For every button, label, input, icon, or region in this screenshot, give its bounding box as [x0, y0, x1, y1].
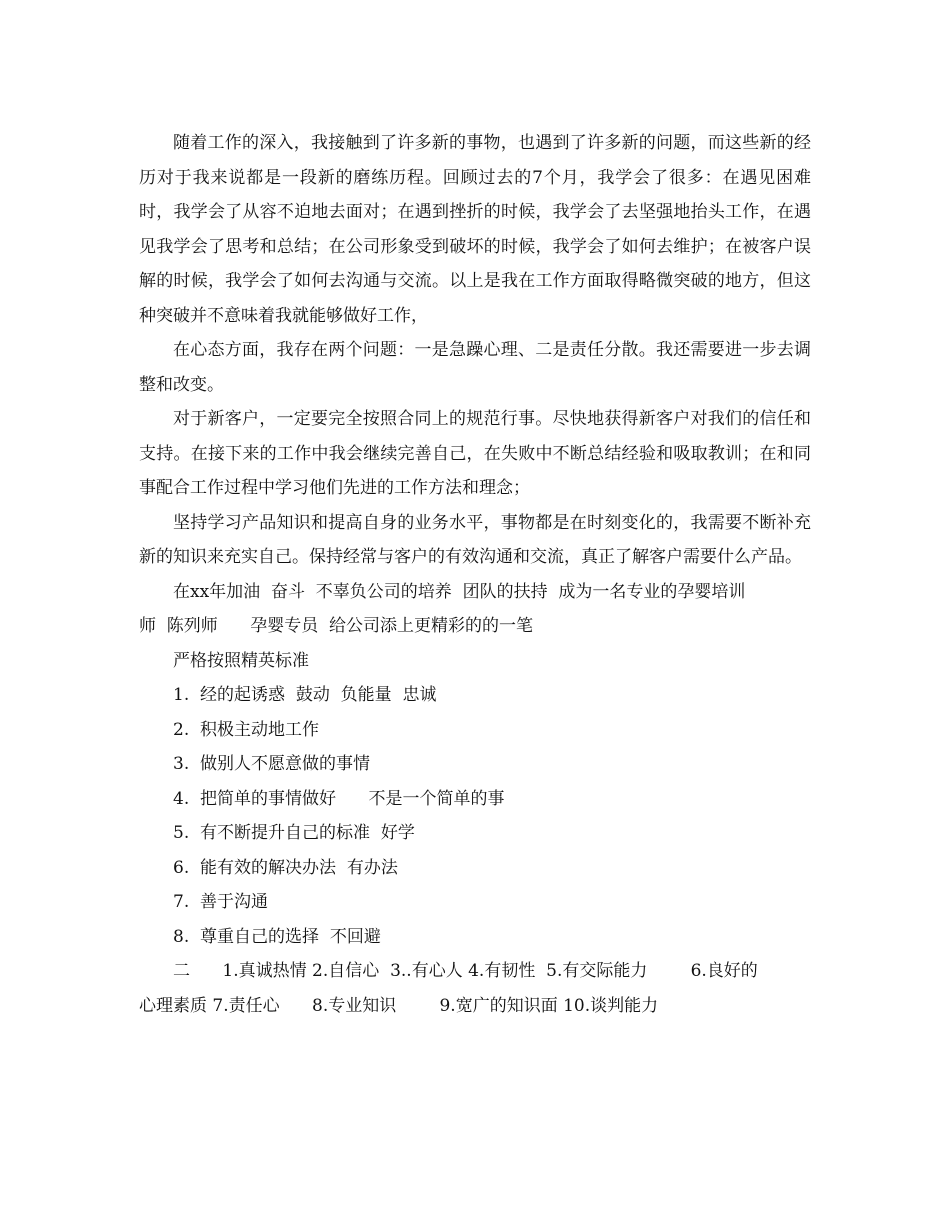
qualities-line-continued: 心理素质 7.责任心 8.专业知识 9.宽广的知识面 10.谈判能力: [139, 995, 659, 1016]
qualities-line: 二 1.真诚热情 2.自信心 3..有心人 4.有韧性 5.有交际能力 6.良好的: [173, 961, 758, 981]
goal-line-continued: 师 陈列师 孕婴专员 给公司添上更精彩的的一笔: [139, 616, 534, 636]
document-body: [139, 126, 811, 1023]
list-item: 6. 能有效的解决办法 有办法: [173, 857, 398, 878]
list-item: 2. 积极主动地工作: [173, 719, 320, 740]
paragraph-mindset: 在心态方面，我存在两个问题：一是急躁心理、二是责任分散。我还需要进一步去调整和改变。: [139, 340, 811, 395]
list-item: 5. 有不断提升自己的标准 好学: [173, 823, 415, 843]
list-item: 7. 善于沟通: [173, 892, 269, 912]
list-item: 8. 尊重自己的选择 不回避: [173, 926, 381, 947]
list-item: 3. 做别人不愿意做的事情: [173, 754, 371, 774]
list-item: 1. 经的起诱惑 鼓动 负能量 忠诚: [173, 685, 437, 705]
standards-list: [139, 678, 811, 954]
goal-line: 在xx年加油 奋斗 不辜负公司的培养 团队的扶持 成为一名专业的孕婴培训: [173, 581, 746, 602]
paragraph-experience: 随着工作的深入，我接触到了许多新的事物，也遇到了许多新的问题，而这些新的经历对于我来说都是一段新的磨练历程。回顾过去的7个月，我学会了很多：在遇见困难时，我学会了从容不迫地去面对；在遇到挫折的时候，我学会了去坚强地抬头工作，在遇见我学会了思考和总结；在公司形象受到破坏的时候，我学会了如何去维护；在被客户误解的时候，我学会了如何去沟通与交流。以上是我在工作方面取得略微突破的地方，但这种突破并不意味着我就能够做好工作，: [139, 133, 811, 326]
list-item: 4. 把简单的事情做好 不是一个简单的事: [173, 788, 505, 809]
paragraph-new-clients: 对于新客户，一定要完全按照合同上的规范行事。尽快地获得新客户对我们的信任和支持。在接下来的工作中我会继续完善自己，在失败中不断总结经验和吸取教训；在和同事配合工作过程中学习他们先进的工作方法和理念；: [139, 409, 811, 498]
paragraph-learning: 坚持学习产品知识和提高自身的业务水平，事物都是在时刻变化的，我需要不断补充新的知识来充实自己。保持经常与客户的有效沟通和交流，真正了解客户需要什么产品。: [139, 512, 811, 567]
standard-heading: 严格按照精英标准: [173, 650, 309, 671]
